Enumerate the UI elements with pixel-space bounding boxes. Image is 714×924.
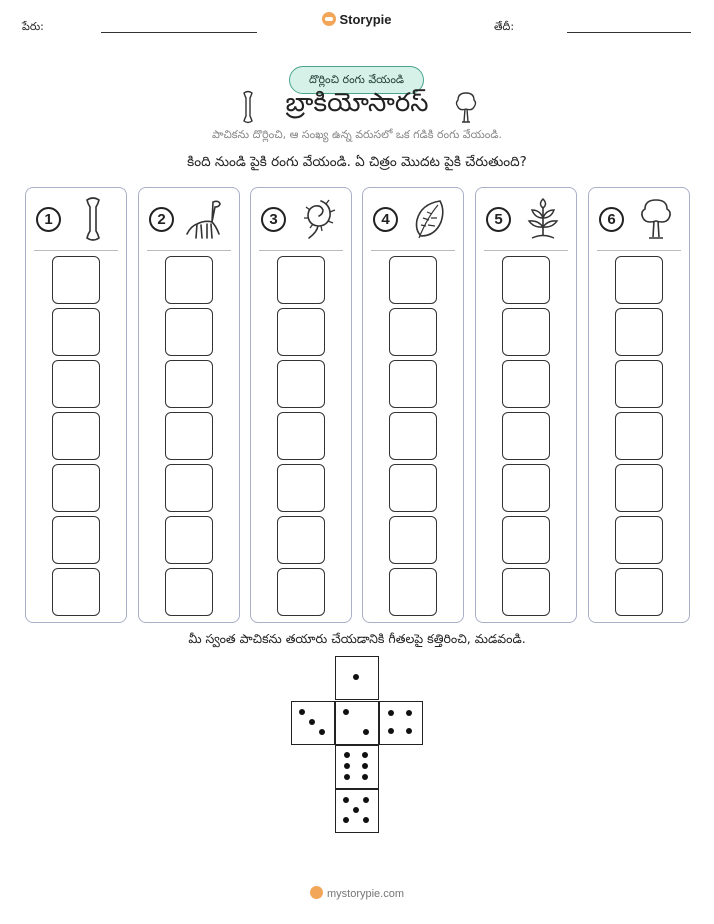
pip — [344, 774, 350, 780]
grid-cell[interactable] — [52, 412, 100, 460]
grid-cell[interactable] — [502, 516, 550, 564]
column-number: 4 — [373, 207, 398, 232]
pip — [362, 763, 368, 769]
grid-cell[interactable] — [165, 568, 213, 616]
column-1 — [25, 187, 127, 623]
grid-cell[interactable] — [502, 412, 550, 460]
pip — [362, 774, 368, 780]
pip — [353, 807, 359, 813]
column-number: 6 — [599, 207, 624, 232]
column-6 — [588, 187, 690, 623]
grid-cell[interactable] — [389, 412, 437, 460]
grid-cell[interactable] — [389, 464, 437, 512]
grid-cell[interactable] — [389, 256, 437, 304]
pip — [388, 710, 394, 716]
column-divider — [34, 250, 118, 251]
column-4 — [362, 187, 464, 623]
grid-cell[interactable] — [52, 568, 100, 616]
grid-cell[interactable] — [615, 308, 663, 356]
grid-cell[interactable] — [389, 568, 437, 616]
grid-cell[interactable] — [389, 516, 437, 564]
grid-cell[interactable] — [277, 256, 325, 304]
column-5 — [475, 187, 577, 623]
pip — [363, 817, 369, 823]
dice-face-1 — [335, 656, 379, 700]
grid-cell[interactable] — [277, 568, 325, 616]
column-divider — [484, 250, 568, 251]
column-number: 5 — [486, 207, 511, 232]
grid-cell[interactable] — [502, 568, 550, 616]
brand-name: Storypie — [339, 12, 392, 27]
footer — [0, 886, 714, 900]
page-title: బ్రాకియోసారస్ — [285, 88, 429, 118]
grid-cell[interactable] — [615, 412, 663, 460]
grid-cell[interactable] — [277, 308, 325, 356]
storypie-logo-icon — [322, 12, 336, 26]
footer-url[interactable]: mystorypie.com — [326, 888, 405, 900]
grid-cell[interactable] — [52, 464, 100, 512]
leaf-icon — [407, 196, 453, 242]
pip — [363, 797, 369, 803]
grid-cell[interactable] — [165, 360, 213, 408]
name-line[interactable] — [101, 32, 257, 33]
pip — [343, 817, 349, 823]
pip — [344, 763, 350, 769]
pip — [353, 674, 359, 680]
grid-cell[interactable] — [165, 308, 213, 356]
grid-cell[interactable] — [277, 360, 325, 408]
column-divider — [147, 250, 231, 251]
pip — [388, 728, 394, 734]
pip — [362, 752, 368, 758]
grid-cell[interactable] — [277, 516, 325, 564]
date-label: తేదీ: — [494, 20, 515, 33]
grid-cell[interactable] — [615, 516, 663, 564]
column-number: 1 — [36, 207, 61, 232]
column-divider — [597, 250, 681, 251]
dice-instruction: మీ స్వంత పాచికను తయారు చేయడానికి గీతలపై కత్తిరించి, మడవండి. — [188, 631, 526, 646]
grid-cell[interactable] — [52, 308, 100, 356]
column-number: 3 — [261, 207, 286, 232]
date-line[interactable] — [567, 32, 691, 33]
brand-logo — [0, 12, 714, 27]
pip — [363, 729, 369, 735]
storypie-logo-icon — [310, 886, 323, 899]
pip — [299, 709, 305, 715]
column-number: 2 — [149, 207, 174, 232]
activity-pill: దొర్లించి రంగు వేయండి — [289, 66, 424, 94]
grid-cell[interactable] — [277, 412, 325, 460]
column-2 — [138, 187, 240, 623]
grid-cell[interactable] — [502, 308, 550, 356]
grid-cell[interactable] — [615, 464, 663, 512]
pip — [319, 729, 325, 735]
dinosaur-icon — [183, 196, 229, 242]
column-divider — [259, 250, 343, 251]
grid-cell[interactable] — [165, 516, 213, 564]
column-divider — [371, 250, 455, 251]
tree-icon — [633, 196, 679, 242]
subtitle: పాచికను దొర్లించి, ఆ సంఖ్య ఉన్న వరుసలో ఒక గడికి రంగు వేయండి. — [212, 128, 502, 141]
instruction: కింది నుండి పైకి రంగు వేయండి. ఏ చిత్రం మొదట పైకి చేరుతుంది? — [187, 154, 527, 170]
dice-face-4 — [379, 701, 423, 745]
grid-cell[interactable] — [615, 568, 663, 616]
pip — [343, 709, 349, 715]
column-3 — [250, 187, 352, 623]
pip — [344, 752, 350, 758]
dice-face-3 — [291, 701, 335, 745]
pip — [406, 710, 412, 716]
grid-cell[interactable] — [615, 360, 663, 408]
bone-icon — [70, 196, 116, 242]
grid-cell[interactable] — [389, 360, 437, 408]
dice-face-6 — [335, 745, 379, 789]
pip — [343, 797, 349, 803]
grid-cell[interactable] — [165, 256, 213, 304]
dice-face-5 — [335, 789, 379, 833]
plant-icon — [520, 196, 566, 242]
grid-cell[interactable] — [52, 360, 100, 408]
grid-cell[interactable] — [615, 256, 663, 304]
fern-icon — [295, 196, 341, 242]
dice-face-2 — [335, 701, 379, 745]
grid-cell[interactable] — [502, 256, 550, 304]
grid-cell[interactable] — [502, 360, 550, 408]
grid-cell[interactable] — [165, 464, 213, 512]
tree-icon — [454, 90, 478, 124]
grid-cell[interactable] — [389, 308, 437, 356]
grid-cell[interactable] — [502, 464, 550, 512]
pip — [406, 728, 412, 734]
name-label: పేరు: — [22, 20, 44, 33]
grid-cell[interactable] — [52, 256, 100, 304]
grid-cell[interactable] — [277, 464, 325, 512]
pip — [309, 719, 315, 725]
grid-cell[interactable] — [52, 516, 100, 564]
grid-cell[interactable] — [165, 412, 213, 460]
